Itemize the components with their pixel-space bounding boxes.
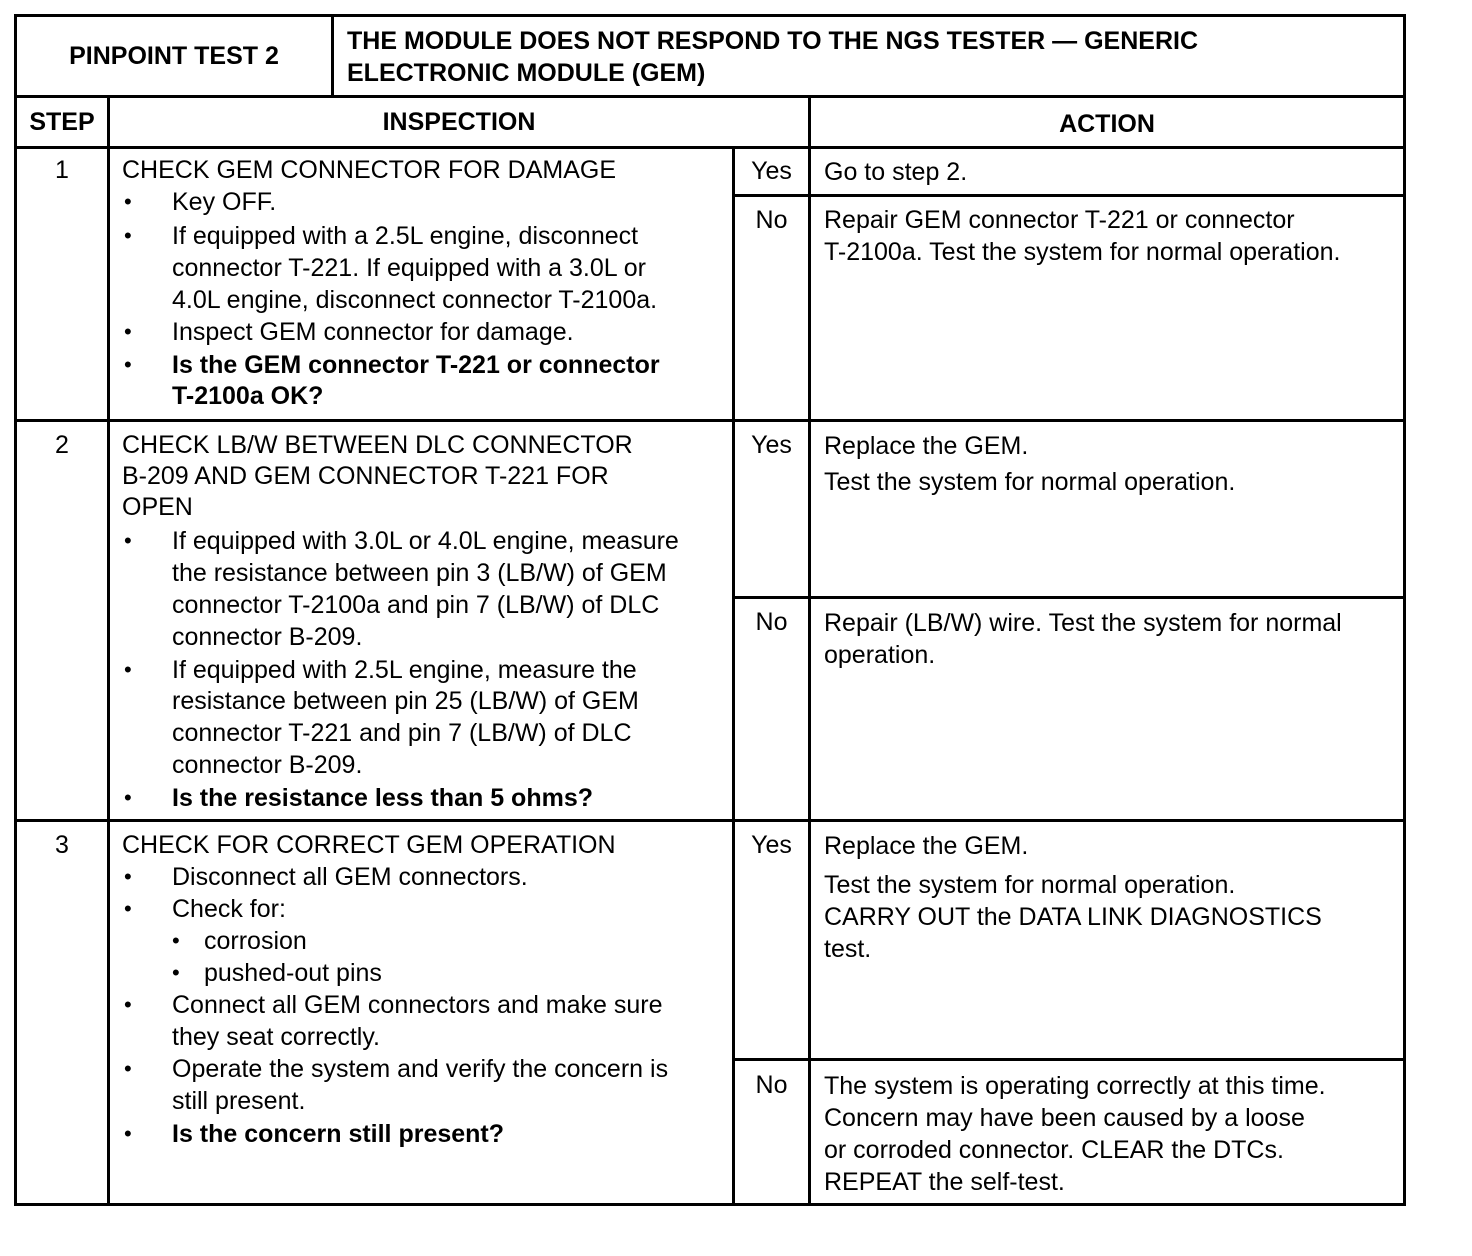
row-3-bullet-5: •	[124, 1121, 132, 1146]
row-1-title: CHECK GEM CONNECTOR FOR DAMAGE	[122, 156, 617, 184]
row-1-question-line-2: T-2100a OK?	[172, 382, 324, 410]
row-2-line-1: If equipped with 3.0L or 4.0L engine, measure	[172, 527, 679, 555]
row-3-line-1: Disconnect all GEM connectors.	[172, 863, 528, 891]
row-2-no-action-line-2: operation.	[824, 641, 936, 669]
row-1-bullet-1: •	[124, 189, 132, 214]
row-1-bullet-2: •	[124, 223, 132, 248]
row-3-subbullet-2: •	[172, 960, 180, 985]
row-1-step-cell	[14, 146, 110, 422]
row-1-no-label: No	[755, 206, 788, 234]
row-2-title-line-2: B-209 AND GEM CONNECTOR T-221 FOR	[122, 462, 609, 490]
row-3-bullet-3: •	[124, 992, 132, 1017]
row-2-yes-action-line-2: Test the system for normal operation.	[824, 468, 1236, 496]
row-2-yes-action-line-1: Replace the GEM.	[824, 432, 1029, 460]
row-3-bullet-2: •	[124, 896, 132, 921]
row-3-yes-action-line-4: test.	[824, 935, 872, 963]
row-3-line-5: Connect all GEM connectors and make sure	[172, 991, 663, 1019]
row-1-bullet-3: •	[124, 319, 132, 344]
row-3-bullet-4: •	[124, 1056, 132, 1081]
row-1-line-2: If equipped with a 2.5L engine, disconnect	[172, 222, 639, 250]
row-2-no-action-line-1: Repair (LB/W) wire. Test the system for normal	[824, 609, 1342, 637]
row-2-line-8: connector B-209.	[172, 751, 363, 779]
pinpoint-test-table	[14, 14, 1406, 1206]
row-2-bullet-3: •	[124, 785, 132, 810]
row-3-subline-1: corrosion	[204, 927, 307, 955]
row-2-line-2: the resistance between pin 3 (LB/W) of GEM	[172, 559, 667, 587]
row-3-no-action-line-4: REPEAT the self-test.	[824, 1168, 1065, 1196]
row-3-yes-action-line-1: Replace the GEM.	[824, 832, 1029, 860]
row-3-subline-2: pushed-out pins	[204, 959, 382, 987]
row-3-yes-label: Yes	[751, 831, 792, 859]
row-3-step-number: 3	[55, 831, 69, 859]
row-2-title-line-3: OPEN	[122, 493, 193, 521]
row-1-step-number: 1	[55, 156, 69, 184]
row-1-line-1: Key OFF.	[172, 188, 277, 216]
row-2-answer-divider	[732, 596, 811, 599]
row-3-yes-action-line-2: Test the system for normal operation.	[824, 871, 1236, 899]
row-2-line-7: connector T-221 and pin 7 (LB/W) of DLC	[172, 719, 632, 747]
row-2-bullet-1: •	[124, 528, 132, 553]
row-3-subbullet-1: •	[172, 928, 180, 953]
row-1-answer-cell	[732, 146, 811, 422]
row-3-no-label: No	[755, 1071, 788, 1099]
test-heading-line1: THE MODULE DOES NOT RESPOND TO THE NGS TESTER — GENERIC	[347, 27, 1199, 55]
column-action-label: ACTION	[1059, 110, 1155, 138]
row-1-line-3: connector T-221. If equipped with a 3.0L or	[172, 254, 646, 282]
row-2-bullet-2: •	[124, 657, 132, 682]
row-3-line-7: Operate the system and verify the concern is	[172, 1055, 669, 1083]
row-3-answer-cell	[732, 819, 811, 1206]
row-2-line-5: If equipped with 2.5L engine, measure the	[172, 656, 637, 684]
column-inspection-label: INSPECTION	[382, 108, 536, 136]
row-2-question: Is the resistance less than 5 ohms?	[172, 784, 593, 812]
row-1-line-5: Inspect GEM connector for damage.	[172, 318, 574, 346]
row-2-yes-label: Yes	[751, 431, 792, 459]
row-2-title-line-1: CHECK LB/W BETWEEN DLC CONNECTOR	[122, 431, 633, 459]
row-1-yes-action: Go to step 2.	[824, 158, 968, 186]
row-1-answer-divider	[732, 194, 811, 197]
pinpoint-test-label: PINPOINT TEST 2	[69, 42, 279, 70]
test-heading-line2: ELECTRONIC MODULE (GEM)	[347, 59, 706, 87]
row-2-line-6: resistance between pin 25 (LB/W) of GEM	[172, 687, 639, 715]
row-2-no-label: No	[755, 608, 788, 636]
row-1-line-4: 4.0L engine, disconnect connector T-2100a.	[172, 286, 658, 314]
row-1-no-action-line-1: Repair GEM connector T-221 or connector	[824, 206, 1295, 234]
row-2-line-3: connector T-2100a and pin 7 (LB/W) of DLC	[172, 591, 660, 619]
row-3-line-2: Check for:	[172, 895, 286, 923]
row-3-line-8: still present.	[172, 1087, 306, 1115]
row-3-step-cell	[14, 819, 110, 1206]
row-3-no-action-line-3: or corroded connector. CLEAR the DTCs.	[824, 1136, 1284, 1164]
row-2-step-cell	[14, 419, 110, 822]
row-3-question: Is the concern still present?	[172, 1120, 505, 1148]
row-3-yes-action-line-3: CARRY OUT the DATA LINK DIAGNOSTICS	[824, 903, 1322, 931]
row-3-answer-divider	[732, 1058, 811, 1061]
row-2-line-4: connector B-209.	[172, 623, 363, 651]
row-1-yes-label: Yes	[751, 157, 792, 185]
row-3-bullet-1: •	[124, 864, 132, 889]
row-2-step-number: 2	[55, 431, 69, 459]
row-1-bullet-4: •	[124, 352, 132, 377]
row-1-no-action-line-2: T-2100a. Test the system for normal operation.	[824, 238, 1341, 266]
row-3-no-action-line-2: Concern may have been caused by a loose	[824, 1104, 1305, 1132]
row-3-no-action-line-1: The system is operating correctly at this time.	[824, 1072, 1326, 1100]
row-3-line-6: they seat correctly.	[172, 1023, 380, 1051]
row-3-title: CHECK FOR CORRECT GEM OPERATION	[122, 831, 616, 859]
column-step-label: STEP	[29, 108, 95, 136]
row-1-question-line-1: Is the GEM connector T-221 or connector	[172, 351, 660, 379]
